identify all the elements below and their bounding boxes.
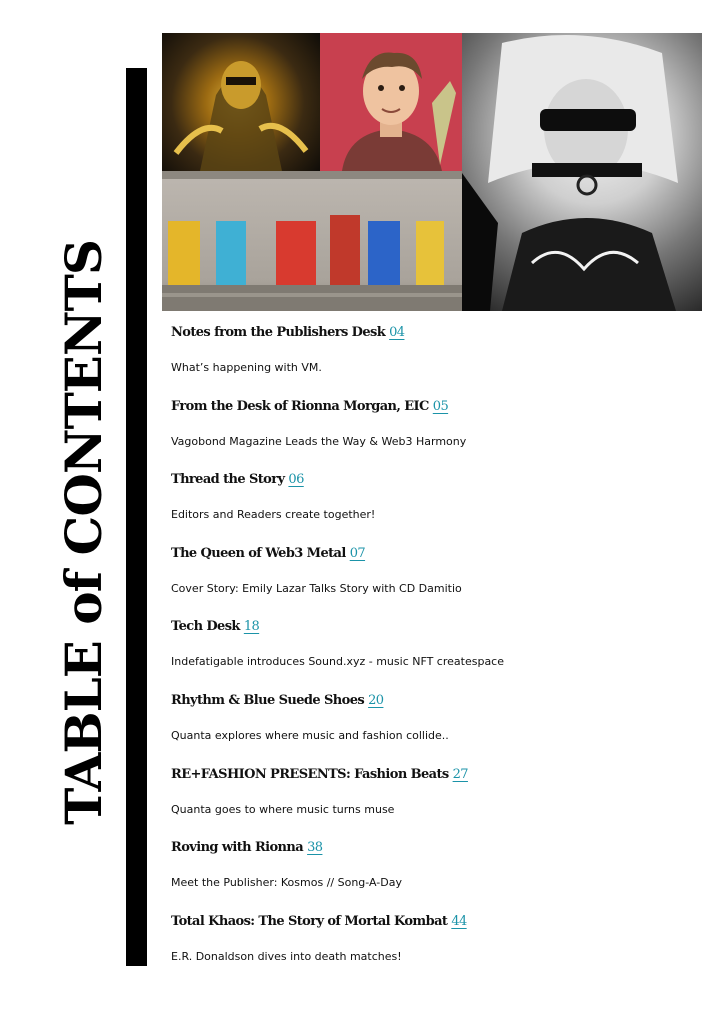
toc-entry-title-line — [171, 760, 711, 790]
toc-page-link[interactable]: 07 — [349, 545, 366, 561]
toc-entry-title-line — [171, 686, 711, 716]
toc-entry-title-line — [171, 612, 711, 642]
toc-entry-subtitle: Quanta goes to where music turns muse — [171, 802, 395, 816]
toc-entry-subtitle: Cover Story: Emily Lazar Talks Story with CD Damitio — [171, 581, 462, 595]
toc-entry-title: Roving with Rionna — [171, 840, 304, 856]
image-collage — [162, 33, 702, 311]
toc-list — [171, 318, 711, 980]
colorful-doors-image — [162, 171, 462, 311]
toc-entry — [171, 318, 711, 392]
metal-queen-image — [462, 33, 702, 311]
toc-entry-title: Rhythm & Blue Suede Shoes — [171, 692, 365, 708]
cartoon-portrait-image — [320, 33, 462, 171]
toc-entry — [171, 465, 711, 539]
toc-entry-subtitle: Vagobond Magazine Leads the Way & Web3 Harmony — [171, 434, 467, 448]
toc-entry-subtitle: Indefatigable introduces Sound.xyz - music NFT createspace — [171, 655, 504, 669]
toc-entry-title: Total Khaos: The Story of Mortal Kombat — [171, 913, 448, 929]
toc-entry-title-line — [171, 465, 711, 495]
toc-page-link[interactable]: 05 — [432, 398, 449, 414]
toc-page-link[interactable]: 20 — [368, 692, 384, 708]
toc-entry-title-line — [171, 833, 711, 863]
toc-entry — [171, 392, 711, 466]
toc-entry-title-line — [171, 539, 711, 569]
toc-page-link[interactable]: 44 — [451, 913, 467, 929]
toc-entry-title: Thread the Story — [171, 472, 285, 488]
toc-entry-title: The Queen of Web3 Metal — [171, 545, 346, 561]
side-title — [53, 236, 113, 828]
black-bar — [126, 68, 147, 966]
toc-page-link[interactable]: 27 — [452, 766, 468, 782]
toc-entry-title: Notes from the Publishers Desk — [171, 325, 386, 340]
toc-entry-subtitle: Editors and Readers create together! — [171, 508, 376, 522]
toc-entry — [171, 907, 711, 981]
toc-page-link[interactable]: 06 — [288, 472, 304, 488]
toc-page-link[interactable]: 04 — [389, 325, 405, 340]
toc-entry-title-line — [171, 907, 711, 937]
toc-entry — [171, 539, 711, 613]
warrior-image — [162, 33, 320, 171]
side-title-text: TABLE of CONTENTS — [53, 239, 113, 825]
toc-page-link[interactable]: 18 — [243, 619, 260, 635]
toc-entry — [171, 833, 711, 907]
toc-entry-title-line — [171, 318, 711, 348]
toc-entry-title-line — [171, 392, 711, 422]
toc-entry-subtitle: Meet the Publisher: Kosmos // Song-A-Day — [171, 876, 402, 890]
toc-entry-title: RE+FASHION PRESENTS: Fashion Beats — [171, 766, 449, 782]
toc-entry-subtitle: E.R. Donaldson dives into death matches! — [171, 949, 402, 963]
toc-entry — [171, 686, 711, 760]
toc-page-link[interactable]: 38 — [307, 840, 323, 856]
toc-entry-subtitle: Quanta explores where music and fashion collide.. — [171, 728, 449, 742]
toc-entry-subtitle: What’s happening with VM. — [171, 361, 322, 374]
toc-entry — [171, 760, 711, 834]
toc-entry-title: From the Desk of Rionna Morgan, EIC — [171, 398, 429, 414]
toc-entry-title: Tech Desk — [171, 619, 240, 635]
toc-entry — [171, 612, 711, 686]
